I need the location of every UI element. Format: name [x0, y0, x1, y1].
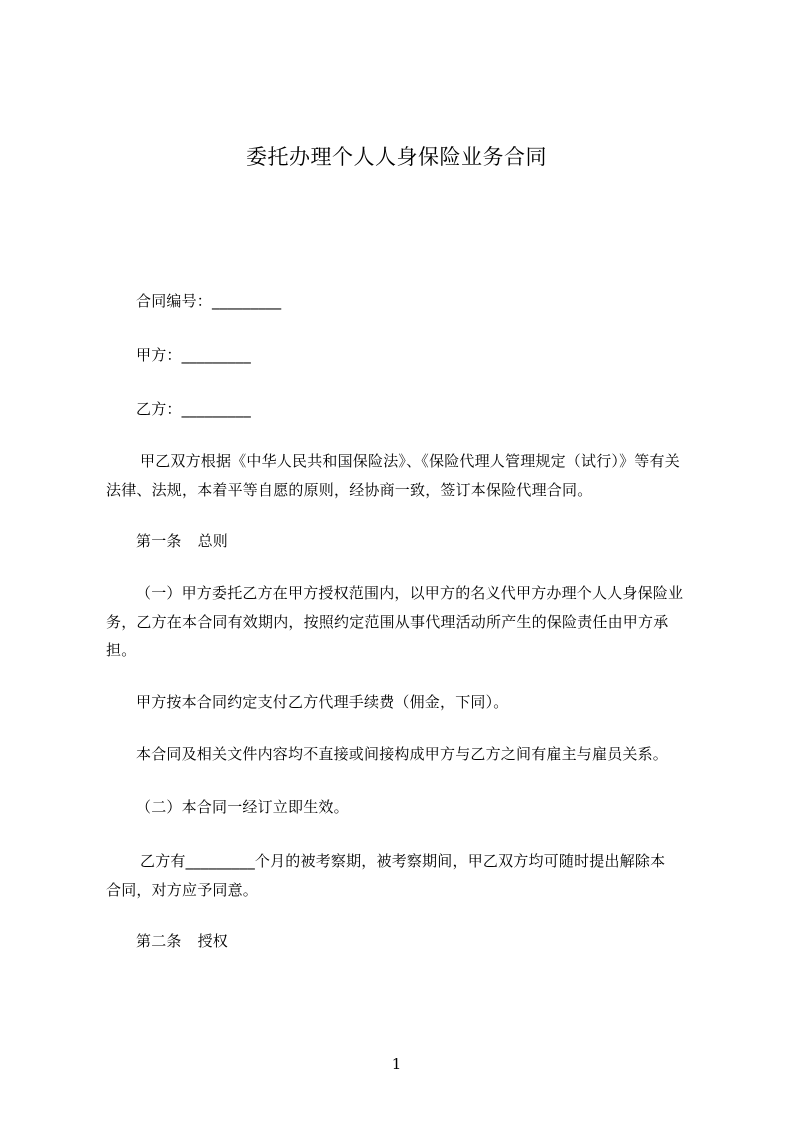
clause-2-line: （二）本合同一经订立即生效。: [136, 798, 349, 816]
commission-line: 甲方按本合同约定支付乙方代理手续费（佣金，下同）。: [136, 693, 509, 711]
article-2-heading: [106, 931, 736, 951]
article-1-label: 第一条: [136, 532, 182, 550]
clause-1-line-2: 务，乙方在本合同有效期内，按照约定范围从事代理活动所产生的保险责任由甲方承: [106, 613, 669, 631]
document-title: 委托办理个人人身保险业务合同: [246, 145, 547, 169]
article-1-heading: [106, 531, 736, 551]
article-2-label: 第二条: [136, 932, 182, 950]
preamble-line-1: 甲乙双方根据《中华人民共和国保险法》、《保险代理人管理规定（试行）》等有关: [140, 452, 680, 470]
clause-1-line-1: （一）甲方委托乙方在甲方授权范围内，以甲方的名义代甲方办理个人人身保险业: [136, 584, 684, 602]
party-a-line: 甲方：_________: [136, 346, 251, 364]
party-b-line: 乙方：_________: [136, 400, 251, 418]
probation-line-2: 合同，对方应予同意。: [106, 881, 259, 899]
article-1-title: 总则: [197, 532, 229, 550]
probation-line-1: 乙方有_________个月的被考察期，被考察期间，甲乙双方均可随时提出解除本: [140, 852, 666, 870]
clause-1-line-3: 担。: [106, 641, 137, 659]
page-number: 1: [391, 1055, 402, 1073]
article-2-title: 授权: [197, 932, 229, 950]
preamble-line-2: 法律、法规，本着平等自愿的原则，经协商一致，签订本保险代理合同。: [106, 481, 593, 499]
relation-line: 本合同及相关文件内容均不直接或间接构成甲方与乙方之间有雇主与雇员关系。: [136, 745, 669, 763]
contract-number-line: 合同编号：_________: [136, 292, 282, 310]
